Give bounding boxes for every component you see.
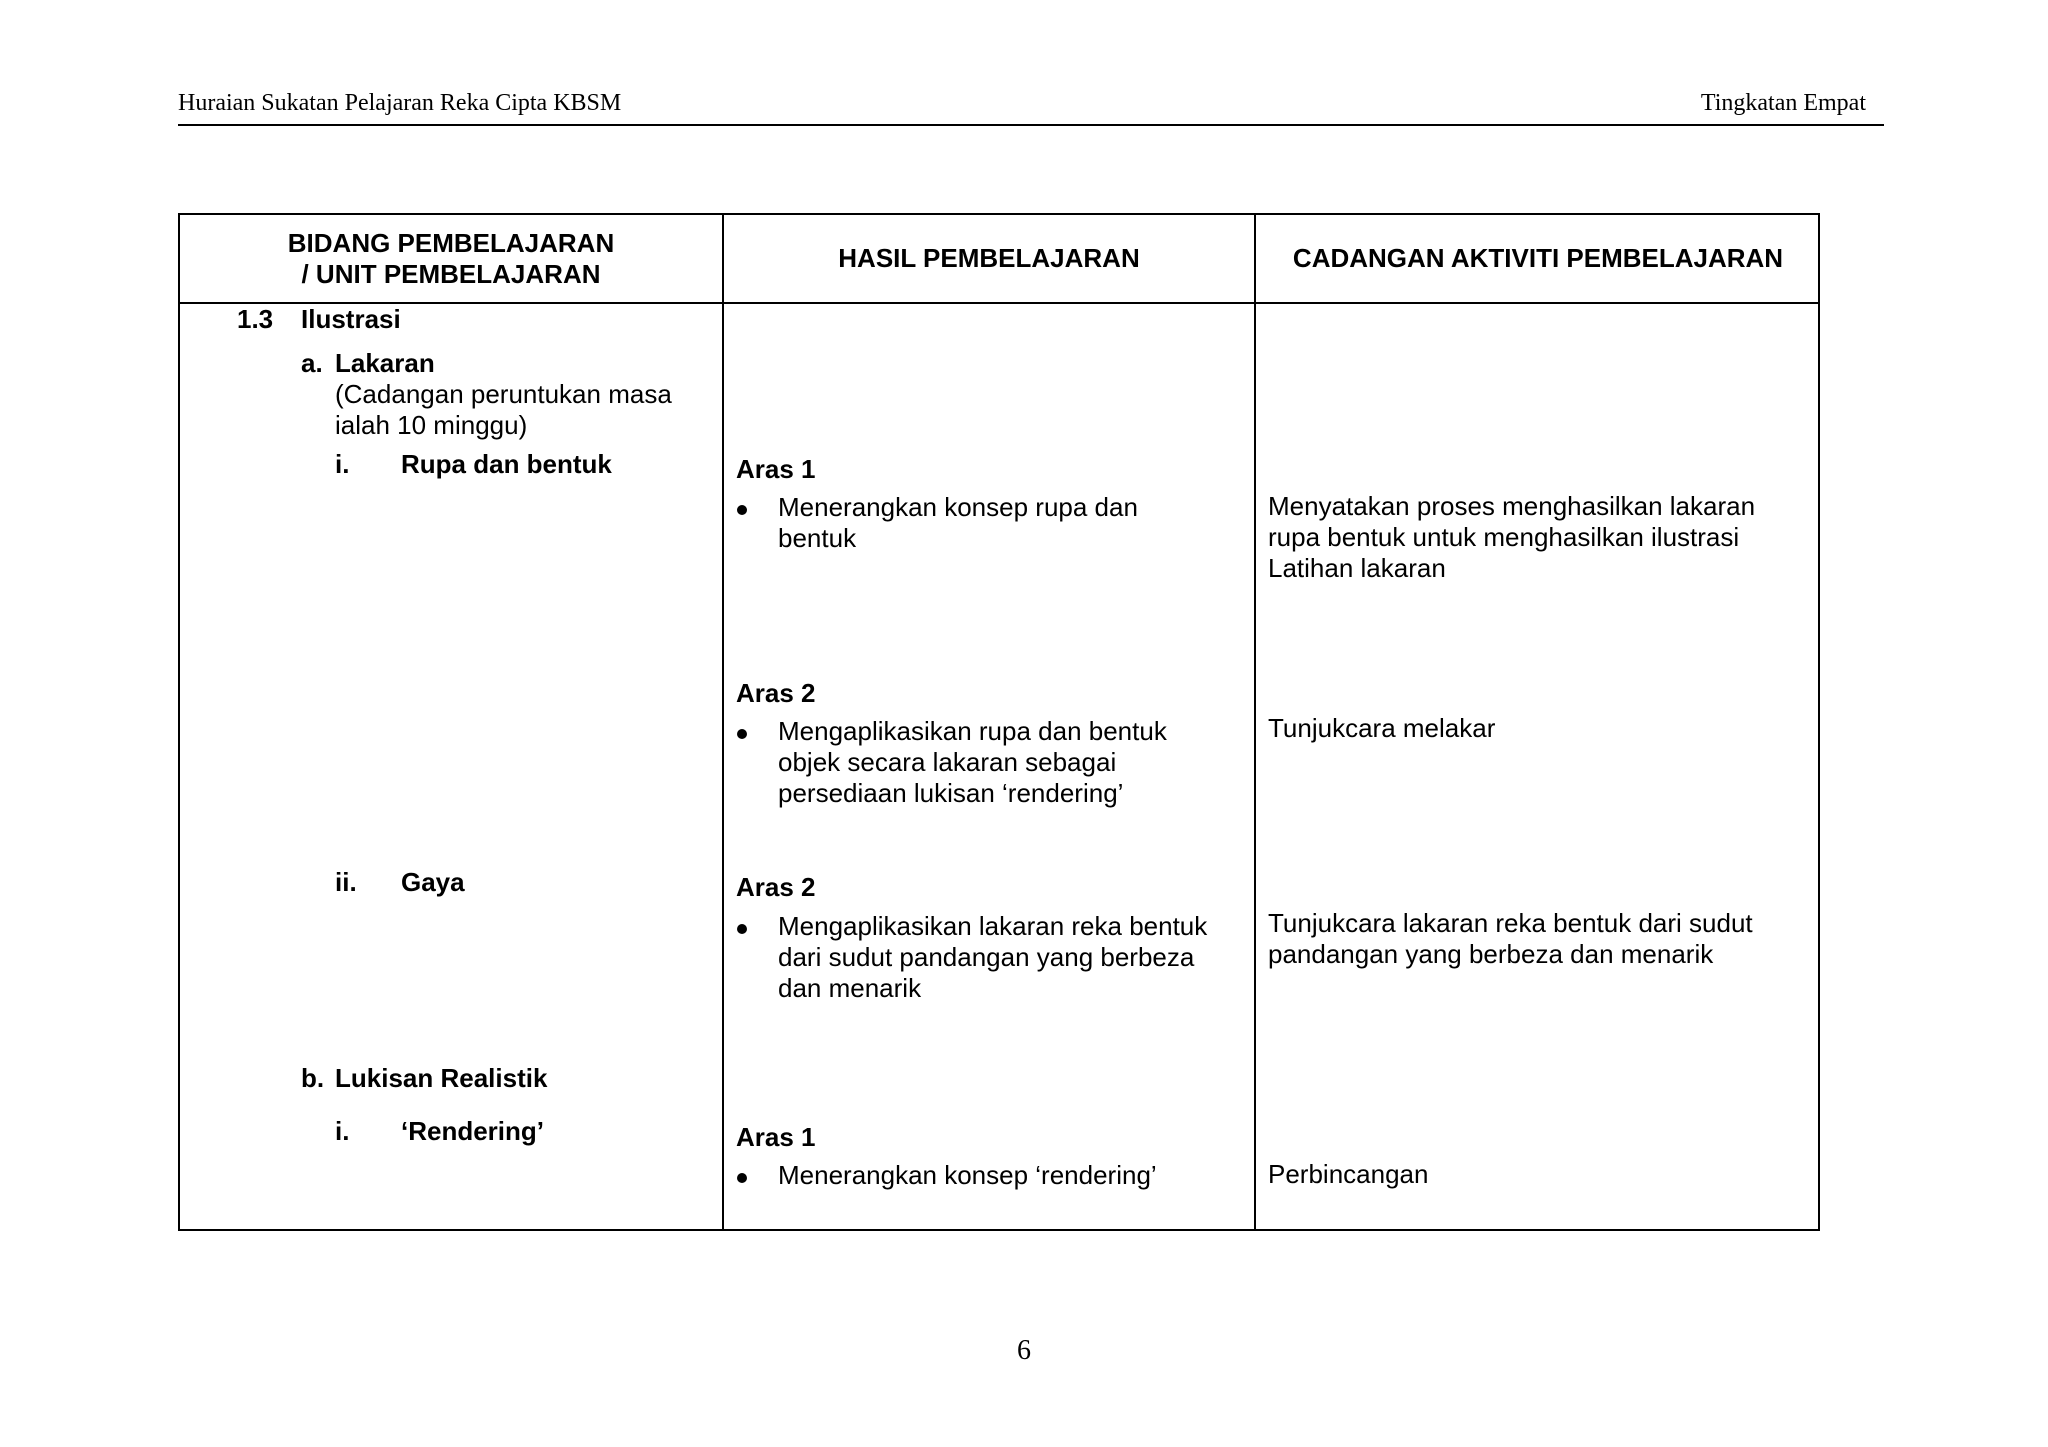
outcome-text: dari sudut pandangan yang berbeza: [778, 942, 1195, 972]
sub-b-title: Lukisan Realistik: [335, 1063, 548, 1093]
item-ii-number: ii.: [335, 867, 357, 897]
outcome-text: Menerangkan konsep rupa dan: [778, 492, 1138, 522]
outcome-text: dan menarik: [778, 973, 922, 1003]
level-label: Aras 2: [736, 872, 816, 902]
section-number: 1.3: [237, 304, 274, 334]
outcome-text: objek secara lakaran sebagai: [778, 747, 1117, 777]
sub-b-label: b.: [301, 1063, 325, 1093]
outcome-text: persediaan lukisan ‘rendering’: [778, 778, 1124, 808]
activity-text: Menyatakan proses menghasilkan lakaran: [1268, 491, 1756, 521]
sub-a-note-line2: ialah 10 minggu): [335, 410, 528, 440]
header-row-divider: [180, 302, 1818, 304]
syllabus-table: [178, 213, 1820, 1231]
col2-header: HASIL PEMBELAJARAN: [838, 243, 1140, 273]
activity-text: Latihan lakaran: [1268, 553, 1446, 583]
level-label: Aras 1: [736, 454, 816, 484]
bullet-icon: [737, 729, 747, 739]
activity-text: Tunjukcara lakaran reka bentuk dari sudut: [1268, 908, 1753, 938]
item-b-i-number: i.: [335, 1116, 350, 1146]
bullet-icon: [737, 924, 747, 934]
item-ii-title: Gaya: [401, 867, 465, 897]
activity-text: pandangan yang berbeza dan menarik: [1268, 939, 1714, 969]
item-i-title: Rupa dan bentuk: [401, 449, 612, 479]
column-divider-1: [722, 215, 724, 1229]
level-label: Aras 2: [736, 678, 816, 708]
outcome-text: Menerangkan konsep ‘rendering’: [778, 1160, 1157, 1190]
activity-text: Perbincangan: [1268, 1159, 1429, 1189]
bullet-icon: [737, 505, 747, 515]
document-header-form: Tingkatan Empat: [1700, 90, 1866, 116]
sub-a-title: Lakaran: [335, 348, 435, 378]
outcome-text: Mengaplikasikan rupa dan bentuk: [778, 716, 1167, 746]
col3-header: CADANGAN AKTIVITI PEMBELAJARAN: [1292, 243, 1784, 273]
activity-text: Tunjukcara melakar: [1268, 713, 1496, 743]
bullet-icon: [737, 1173, 747, 1183]
level-label: Aras 1: [736, 1122, 816, 1152]
col1-header-line1: BIDANG PEMBELAJARAN: [287, 228, 615, 258]
header-divider: [178, 124, 1884, 126]
document-header-title: Huraian Sukatan Pelajaran Reka Cipta KBSM: [178, 90, 622, 116]
page-number: 6: [1017, 1335, 1031, 1366]
sub-a-note-line1: (Cadangan peruntukan masa: [335, 379, 672, 409]
sub-a-label: a.: [301, 348, 323, 378]
section-title: Ilustrasi: [301, 304, 401, 334]
outcome-text: bentuk: [778, 523, 857, 553]
col1-header-line2: / UNIT PEMBELAJARAN: [301, 259, 601, 289]
activity-text: rupa bentuk untuk menghasilkan ilustrasi: [1268, 522, 1740, 552]
item-i-number: i.: [335, 449, 350, 479]
outcome-text: Mengaplikasikan lakaran reka bentuk: [778, 911, 1208, 941]
column-divider-2: [1254, 215, 1256, 1229]
item-b-i-title: ‘Rendering’: [401, 1116, 545, 1146]
